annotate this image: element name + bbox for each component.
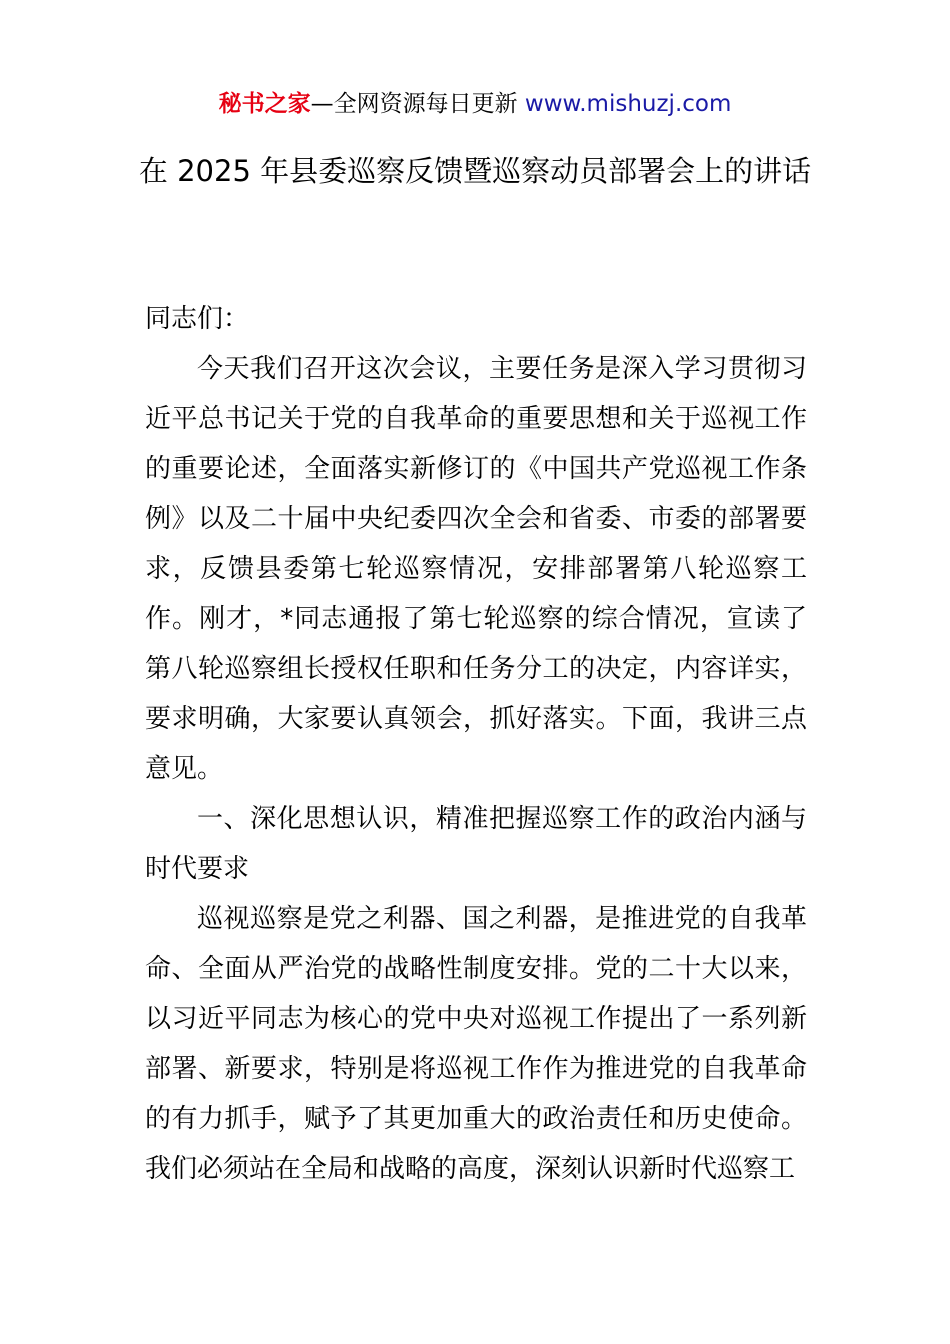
document-title: 在 2025 年县委巡察反馈暨巡察动员部署会上的讲话 <box>138 154 812 188</box>
site-brand: 秘书之家 <box>218 91 311 117</box>
site-header <box>0 86 950 122</box>
site-tagline: —全网资源每日更新 <box>310 91 525 117</box>
salutation: 同志们： <box>145 304 250 334</box>
document-body <box>145 294 807 1194</box>
paragraph-intro: 今天我们召开这次会议，主要任务是深入学习贯彻习近平总书记关于党的自我革命的重要思想和关于巡视工作的重要论述，全面落实新修订的《中国共产党巡视工作条例》以及二十届中央纪委四次全会和省委、市委的部署要求，反馈县委第七轮巡察情况，安排部署第八轮巡察工作。刚才，*同志通报了第七轮巡察的综合情况，宣读了第八轮巡察组长授权任职和任务分工的决定，内容详实，要求明确，大家要认真领会，抓好落实。下面，我讲三点意见。 <box>145 354 807 784</box>
site-url-link[interactable]: www.mishuzj.com <box>524 91 732 117</box>
section-heading-1: 一、深化思想认识，精准把握巡察工作的政治内涵与时代要求 <box>145 804 807 884</box>
paragraph-section-1: 巡视巡察是党之利器、国之利器，是推进党的自我革命、全面从严治党的战略性制度安排。党的二十大以来，以习近平同志为核心的党中央对巡视工作提出了一系列新部署、新要求，特别是将巡视工作作为推进党的自我革命的有力抓手，赋予了其更加重大的政治责任和历史使命。我们必须站在全局和战略的高度，深刻认识新时代巡察工 <box>145 904 807 1184</box>
